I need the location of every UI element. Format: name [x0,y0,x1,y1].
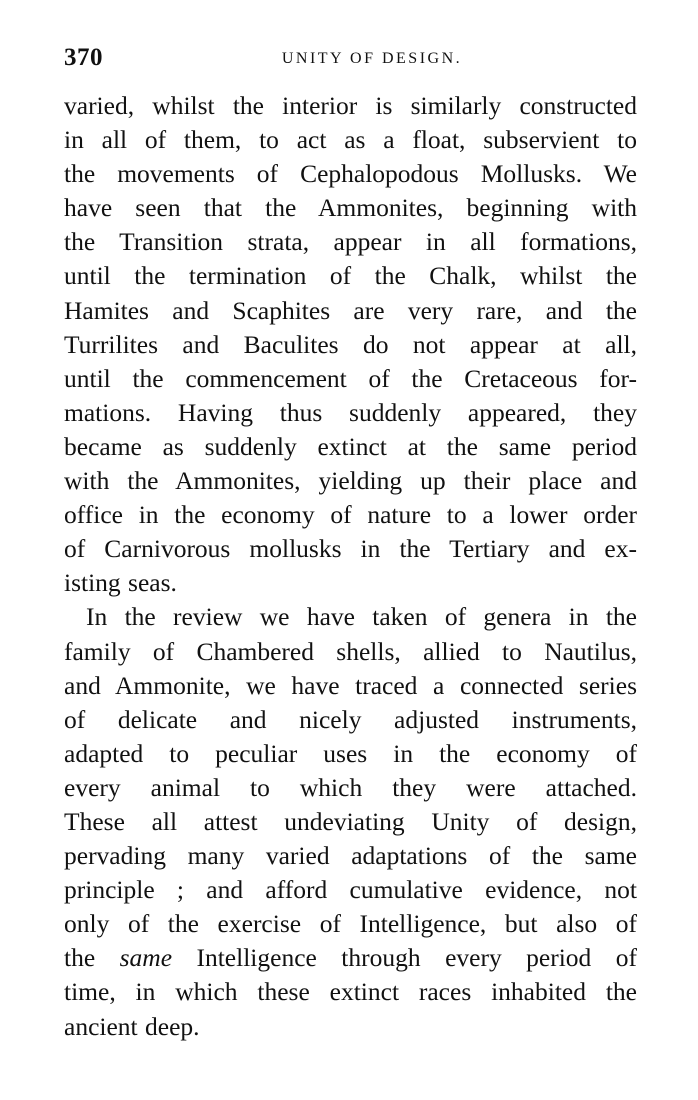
paragraph-1 [64,89,637,600]
text-line: only of the exercise of Intelligence, but also of [64,909,637,939]
text-line: have seen that the Ammonites, beginning with [64,193,637,223]
page-header [64,44,640,78]
text-line: office in the economy of nature to a lower order [64,500,637,530]
text-line: Hamites and Scaphites are very rare, and the [64,295,637,325]
text-line: adapted to peculiar uses in the economy of [64,738,637,768]
text-line: of Carnivorous mollusks in the Tertiary and ex- [64,534,637,564]
text-fragment: the [64,943,120,973]
text-line: ancient deep. [64,1011,200,1041]
text-line: time, in which these extinct races inhabited the [64,977,637,1007]
text-line: with the Ammonites, yielding up their place and [64,466,637,496]
text-line: family of Chambered shells, allied to Nautilus, [64,636,637,666]
text-line: became as suddenly extinct at the same period [64,431,637,461]
running-head: UNITY OF DESIGN. [281,50,463,67]
text-line: of delicate and nicely adjusted instruments, [64,704,637,734]
text-line: isting seas. [64,568,177,598]
paragraph-2 [64,600,637,1043]
body-text [64,89,637,1044]
page-number: 370 [64,44,103,71]
text-line: principle ; and afford cumulative evidence, not [64,875,637,905]
text-line: every animal to which they were attached. [64,772,637,802]
text-line: the Transition strata, appear in all formations, [64,227,637,257]
text-line: mations. Having thus suddenly appeared, they [64,397,637,427]
text-fragment: Intelligence through every period of [172,943,637,973]
text-line: the movements of Cephalopodous Mollusks. We [64,159,637,189]
text-line: In the review we have taken of genera in the [86,602,637,632]
text-line: Turrilites and Baculites do not appear at all, [64,329,637,359]
text-line: varied, whilst the interior is similarly constructed [64,91,637,120]
italic-word: same [119,943,173,973]
text-line: in all of them, to act as a float, subservient to [64,125,637,155]
text-line: pervading many varied adaptations of the same [64,841,637,871]
text-line-italic [64,941,637,975]
text-line: until the commencement of the Cretaceous for- [64,363,637,393]
text-line: These all attest undeviating Unity of design, [64,806,637,836]
text-line: and Ammonite, we have traced a connected series [64,670,637,700]
text-line: until the termination of the Chalk, whilst the [64,261,637,291]
